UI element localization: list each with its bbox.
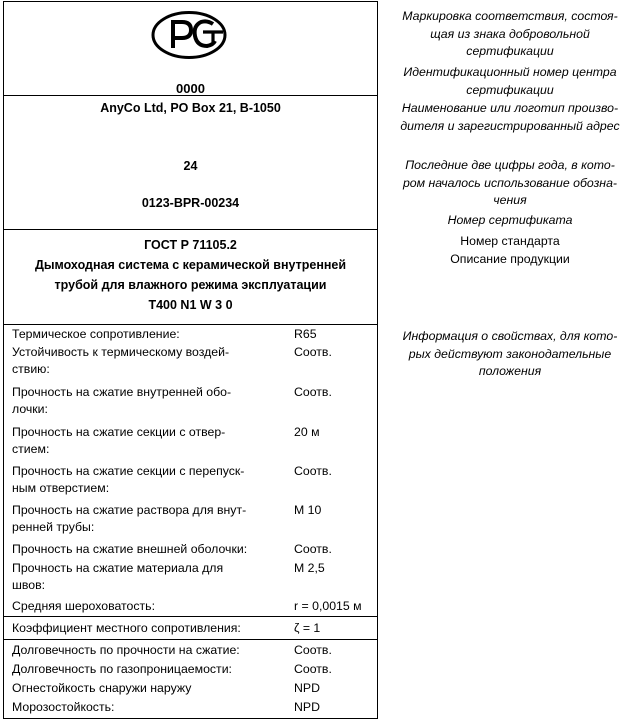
property-label: Прочность на сжатие внутренней обо-: [12, 385, 232, 399]
note-certificate: Номер сертификата: [447, 213, 573, 227]
note-properties: [388, 328, 632, 381]
product-description-line-1: Дымоходная система с керамической внутренней: [34, 258, 347, 272]
note-line: Последние две цифры года, в кото-: [405, 158, 615, 172]
property-value: R65: [294, 327, 317, 341]
note-manufacturer: [388, 100, 632, 135]
property-value: Соотв.: [294, 345, 332, 359]
note-description: Описание продукции: [450, 252, 570, 266]
note-line: Информация о свойствах, для кото-: [402, 329, 618, 343]
durability-label: Долговечность по газопроницаемости:: [12, 662, 232, 676]
property-label: Прочность на сжатие секции с перепуск-: [12, 464, 245, 478]
durability-value: NPD: [294, 700, 320, 714]
note-center-id: [388, 64, 632, 99]
property-value: r = 0,0015 м: [294, 599, 362, 613]
properties-box: [3, 325, 378, 719]
resistance-label: Коэффициент местного сопротивления:: [12, 621, 241, 635]
manufacturer-name: AnyCo Ltd, PO Box 21, B-1050: [100, 101, 281, 115]
note-mark: [388, 8, 632, 61]
note-line: Наименование или логотип произво-: [401, 101, 619, 115]
property-label: Термическое сопротивление:: [12, 327, 180, 341]
property-label-cont: лочки:: [12, 402, 48, 416]
property-label: Прочность на сжатие секции с отвер-: [12, 425, 226, 439]
note-line: сертификации: [466, 44, 554, 58]
year-digits: 24: [183, 159, 198, 173]
mark-box: [3, 1, 378, 96]
property-label-cont: ренней трубы:: [12, 520, 95, 534]
product-box: [3, 230, 378, 325]
certification-mark-logo: [151, 10, 231, 60]
note-line: Идентификационный номер центра: [403, 65, 617, 79]
property-label-cont: ным отверстием:: [12, 481, 110, 495]
certification-center-number: 0000: [176, 81, 205, 96]
property-value: М 10: [294, 503, 322, 517]
product-designation: T400 N1 W 3 0: [148, 298, 233, 312]
note-line: ром началось использование обозна-: [402, 175, 618, 190]
property-label: Средняя шероховатость:: [12, 599, 155, 613]
section-divider: [4, 639, 377, 640]
property-label-cont: ствию:: [12, 362, 50, 376]
durability-label: Долговечность по прочности на сжатие:: [12, 643, 240, 657]
property-value: Соотв.: [294, 542, 332, 556]
property-label: Устойчивость к термическому воздей-: [12, 345, 230, 359]
note-line: положения: [478, 364, 542, 378]
product-description-line-2: трубой для влажного режима эксплуатации: [54, 278, 327, 292]
property-value: М 2,5: [294, 561, 325, 575]
durability-value: Соотв.: [294, 643, 332, 657]
manufacturer-box: [3, 96, 378, 230]
property-label-cont: стием:: [12, 442, 50, 456]
note-line: Маркировка соответствия, состоя-: [402, 9, 618, 23]
note-line: сертификации: [466, 82, 554, 97]
resistance-value: ζ = 1: [294, 621, 321, 635]
durability-value: NPD: [294, 681, 320, 695]
property-label: Прочность на сжатие внешней оболочки:: [12, 542, 248, 556]
standard-number: ГОСТ Р 71105.2: [144, 238, 237, 252]
certificate-number: 0123-BPR-00234: [141, 196, 240, 210]
property-label: Прочность на сжатие материала для: [12, 561, 224, 575]
note-year: [388, 157, 632, 210]
section-divider: [4, 616, 377, 617]
note-line: чения: [493, 193, 527, 207]
note-line: рых действуют законодательные: [408, 346, 612, 361]
durability-value: Соотв.: [294, 662, 332, 676]
note-line: щая из знака добровольной: [430, 26, 590, 41]
durability-label: Морозостойкость:: [12, 700, 115, 714]
note-line: дителя и зарегистрированный адрес: [400, 118, 620, 133]
property-label-cont: швов:: [12, 578, 46, 592]
property-label: Прочность на сжатие раствора для внут-: [12, 503, 247, 517]
property-value: 20 м: [294, 425, 320, 439]
property-value: Соотв.: [294, 385, 332, 399]
property-value: Соотв.: [294, 464, 332, 478]
note-standard: Номер стандарта: [460, 234, 560, 248]
durability-label: Огнестойкость снаружи наружу: [12, 681, 192, 695]
